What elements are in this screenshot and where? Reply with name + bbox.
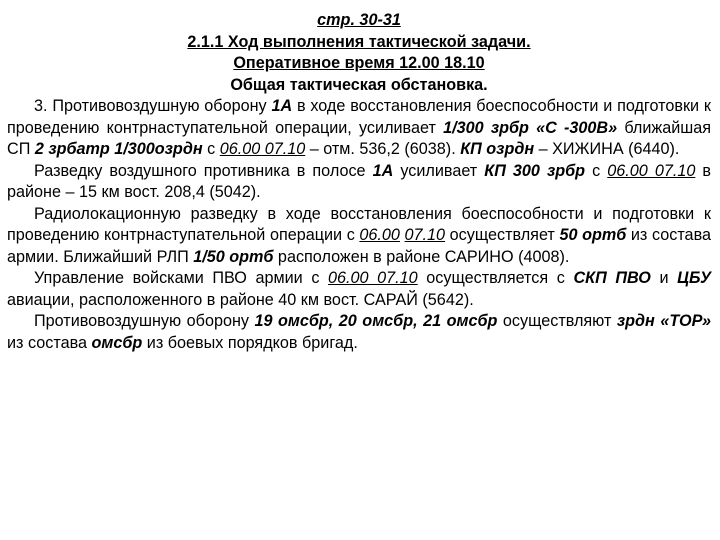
text-run: осуществляет: [445, 226, 560, 244]
page-reference: стр. 30-31: [317, 11, 401, 29]
text-run: и: [650, 269, 678, 287]
text-run: осуществляют: [497, 312, 617, 330]
document-slide: [7, 10, 711, 354]
text-run: Противовоздушную оборону: [34, 312, 255, 330]
time-ref: 07.10: [404, 226, 446, 244]
paragraph-command: [7, 268, 711, 311]
battery-ref: 2 зрбатр 1/300озрдн: [34, 140, 203, 158]
battalion-ref: зрдн «ТОР»: [616, 312, 711, 330]
paragraph-radar-recon: [7, 204, 711, 269]
control-center-ref: ЦБУ: [677, 269, 711, 287]
time-ref: 06.00 07.10: [328, 269, 418, 287]
command-post-ref: КП озрдн: [460, 140, 535, 158]
operational-time: Оперативное время 12.00 18.10: [233, 54, 485, 72]
text-run: из состава: [7, 333, 92, 352]
command-post-ref: КП 300 зрбр: [484, 161, 586, 180]
text-run: авиации, расположенного в районе 40 км вост. САРАЙ (5642).: [7, 290, 474, 309]
text-run: усиливает: [393, 161, 485, 180]
text-run: ближайшая СП: [7, 118, 712, 158]
time-ref: 06.00 07.10: [607, 161, 696, 180]
text-run: – ХИЖИНА (6440).: [534, 140, 680, 158]
text-run: с: [585, 161, 608, 180]
army-ref: 1А: [271, 97, 293, 115]
brigade-ref: 1/300 зрбр «С -300В»: [443, 118, 618, 137]
text-run: Разведку воздушного противника в полосе: [34, 161, 373, 180]
section-title: 2.1.1 Ход выполнения тактической задачи.: [187, 32, 531, 51]
text-run: в районе – 15 км вост. 208,4 (5042).: [7, 161, 711, 201]
text-run: Управление войсками ПВО армии с: [34, 269, 329, 287]
text-run: из боевых порядков бригад.: [142, 333, 358, 352]
situation-heading: Общая тактическая обстановка.: [230, 75, 488, 94]
paragraph-air-recon: [7, 161, 711, 204]
text-run: с: [202, 140, 220, 158]
brigade-ref: 19 омсбр, 20 омсбр, 21 омсбр: [254, 312, 498, 330]
time-ref: 06.00: [359, 226, 400, 244]
text-run: в ходе восстановления боеспособности и подготовки к проведению контрнаступательной операции, усиливает: [7, 97, 711, 137]
battalion-ref: 1/50 ортб: [193, 247, 274, 266]
text-run: осуществляется с: [417, 269, 574, 287]
time-ref: 06.00 07.10: [219, 140, 306, 158]
text-run: расположен в районе САРИНО (4008).: [273, 247, 570, 266]
battalion-ref: 50 ортб: [559, 226, 627, 244]
text-run: – отм. 536,2 (6038).: [305, 140, 461, 158]
army-ref: 1А: [372, 161, 394, 180]
paragraph-air-defense: [7, 96, 711, 161]
text-run: 3. Противовоздушную оборону: [34, 97, 272, 115]
text-run: Радиолокационную разведку в ходе восстановления боеспособности и подготовки к проведению контрнаступательной операции с: [7, 204, 711, 244]
text-run: из состава армии. Ближайший РЛП: [7, 226, 711, 266]
command-post-ref: СКП ПВО: [573, 269, 651, 287]
brigade-ref: омсбр: [91, 333, 143, 352]
paragraph-brigade-defense: [7, 311, 711, 354]
